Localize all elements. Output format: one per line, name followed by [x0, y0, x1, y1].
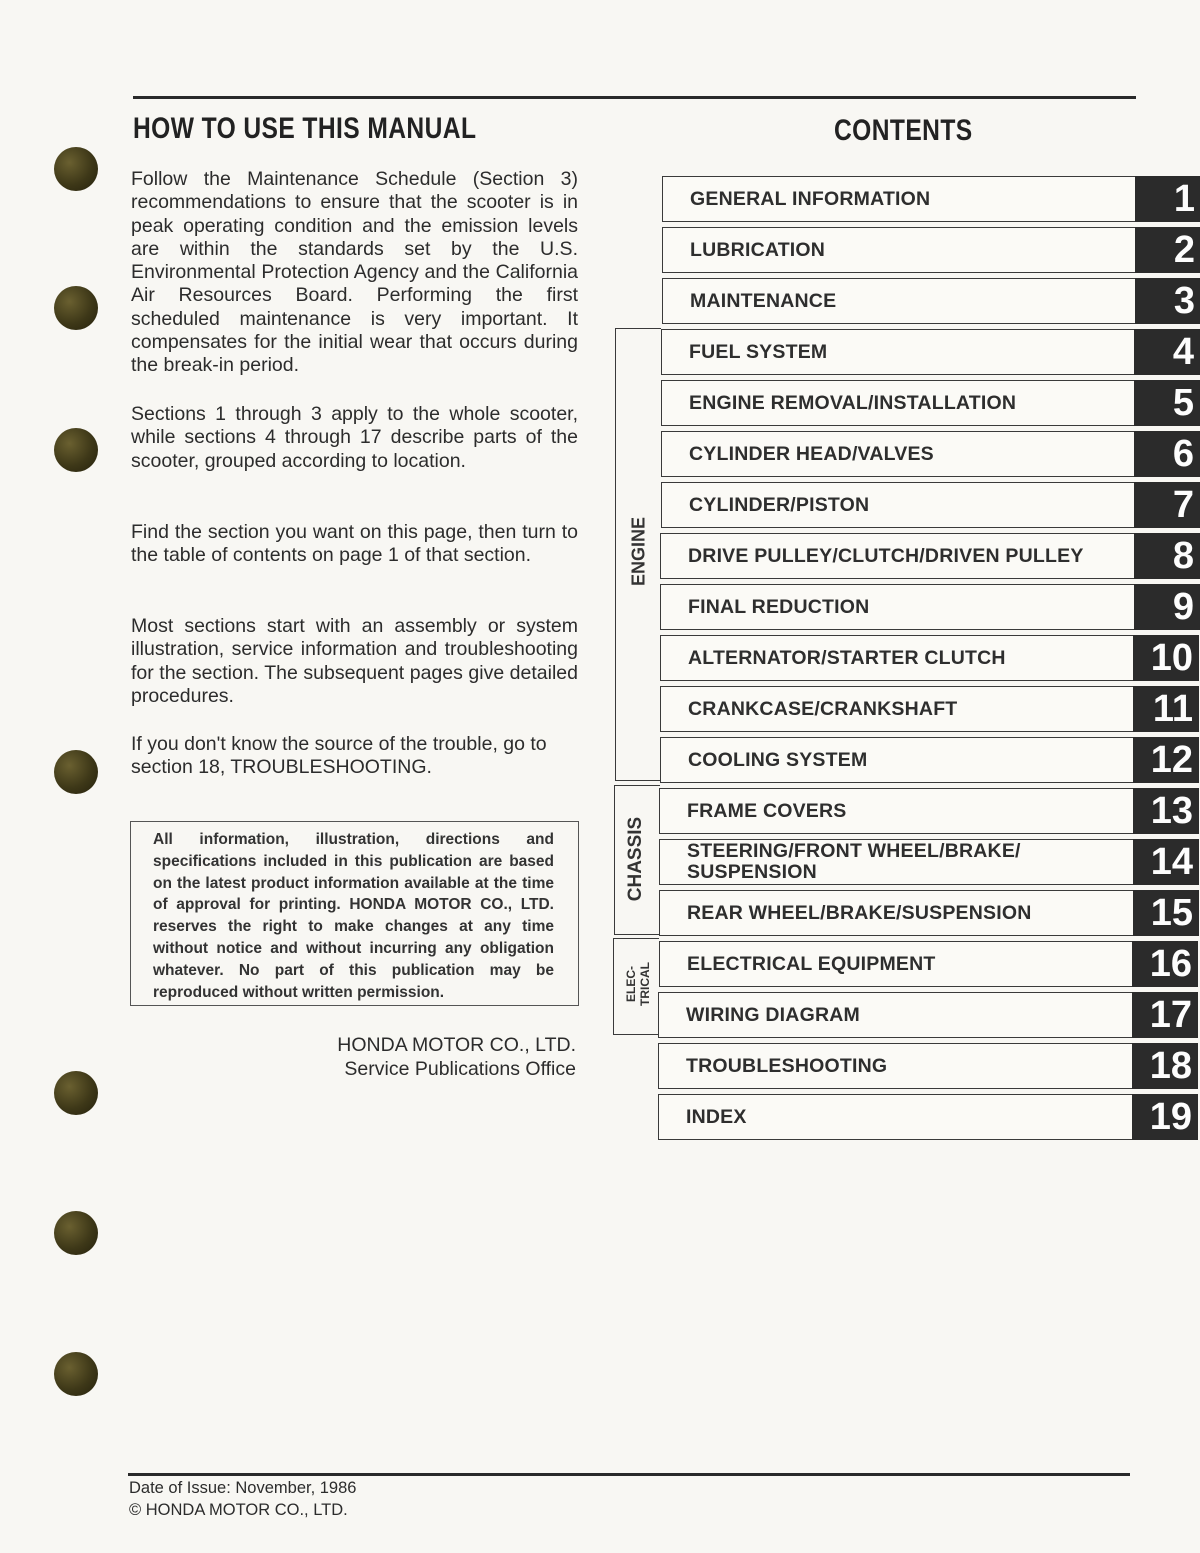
toc-row-section-16[interactable] [659, 941, 1132, 987]
section-number-tab[interactable]: 3 [1135, 278, 1200, 324]
paragraph-maintenance-schedule: Follow the Maintenance Schedule (Section 3) recommendations to ensure that the scooter is in peak operating condition and the emission levels are within the standards set by the U.S. Environmental Protection Agency and the California Air Resources Board. Performing the first scheduled maintenance is very important. It compensates for the initial wear that occurs during the break-in period. [131, 168, 578, 377]
toc-row-section-1[interactable] [662, 176, 1135, 222]
toc-row-title: MAINTENANCE [690, 289, 837, 312]
toc-row-title: FRAME COVERS [687, 799, 847, 822]
toc-row-title: DRIVE PULLEY/CLUTCH/DRIVEN PULLEY [688, 544, 1084, 567]
binder-hole [54, 750, 98, 794]
group-chassis-label: CHASSIS [625, 816, 646, 902]
group-electrical-bracket [613, 938, 659, 1035]
group-chassis-bracket [614, 785, 660, 935]
section-number-tab[interactable]: 11 [1133, 686, 1199, 732]
toc-row-title: GENERAL INFORMATION [690, 187, 931, 210]
toc-row-title: REAR WHEEL/BRAKE/SUSPENSION [687, 901, 1032, 924]
binder-hole [54, 428, 98, 472]
toc-row-title: ENGINE REMOVAL/INSTALLATION [689, 391, 1017, 414]
toc-row-section-12[interactable] [660, 737, 1133, 783]
legal-notice-box [130, 821, 579, 1006]
section-number-tab[interactable]: 17 [1132, 992, 1198, 1038]
how-to-use-heading: HOW TO USE THIS MANUAL [133, 112, 477, 145]
binder-hole [54, 1211, 98, 1255]
group-engine-label: ENGINE [628, 517, 649, 587]
section-number-tab[interactable]: 18 [1132, 1043, 1198, 1089]
toc-row-section-18[interactable] [658, 1043, 1132, 1089]
section-number-tab[interactable]: 1 [1135, 176, 1200, 222]
toc-row-section-13[interactable] [659, 788, 1133, 834]
toc-row-section-15[interactable] [659, 890, 1133, 936]
toc-row-section-5[interactable] [661, 380, 1134, 426]
toc-row-title: LUBRICATION [690, 238, 826, 261]
section-number-tab[interactable]: 9 [1134, 584, 1200, 630]
toc-row-title: TROUBLESHOOTING [686, 1054, 888, 1077]
toc-row-title: CRANKCASE/CRANKSHAFT [688, 697, 958, 720]
section-number-tab[interactable]: 15 [1133, 890, 1199, 936]
paragraph-section-structure: Most sections start with an assembly or system illustration, service information and troubleshooting for the section. The subsequent pages give detailed procedures. [131, 615, 578, 707]
section-number-tab[interactable]: 7 [1134, 482, 1200, 528]
paragraph-troubleshooting-hint: If you don't know the source of the trouble, go to section 18, TROUBLESHOOTING. [131, 733, 547, 779]
toc-row-section-10[interactable] [660, 635, 1133, 681]
group-engine-bracket [615, 328, 661, 781]
paragraph-find-section: Find the section you want on this page, then turn to the table of contents on page 1 of that section. [131, 521, 578, 567]
section-number-tab[interactable]: 14 [1133, 839, 1199, 885]
publisher-office: Service Publications Office [344, 1058, 576, 1080]
paragraph-sections-overview: Sections 1 through 3 apply to the whole scooter, while sections 4 through 17 describe parts of the scooter, grouped according to location. [131, 403, 578, 472]
contents-heading: CONTENTS [834, 114, 973, 147]
toc-row-title-line1: STEERING/FRONT WHEEL/BRAKE/ [687, 840, 1021, 862]
issue-date: Date of Issue: November, 1986 [129, 1479, 357, 1497]
group-electrical-label-1: ELEC- [624, 966, 638, 1002]
section-number-tab[interactable]: 8 [1134, 533, 1200, 579]
toc-row-title [687, 840, 1021, 884]
group-electrical-label-2: TRICAL [638, 962, 652, 1006]
publisher-block [250, 1033, 576, 1081]
section-number-tab[interactable]: 5 [1134, 380, 1200, 426]
toc-row-section-11[interactable] [660, 686, 1133, 732]
toc-row-title: FINAL REDUCTION [688, 595, 870, 618]
toc-row-title: CYLINDER HEAD/VALVES [689, 442, 934, 465]
toc-row-title: FUEL SYSTEM [689, 340, 828, 363]
binder-hole [54, 147, 98, 191]
toc-row-title: WIRING DIAGRAM [686, 1003, 860, 1026]
toc-row-section-4[interactable] [661, 329, 1134, 375]
section-number-tab[interactable]: 6 [1134, 431, 1200, 477]
binder-hole [54, 1352, 98, 1396]
toc-row-section-2[interactable] [662, 227, 1135, 273]
toc-row-section-6[interactable] [661, 431, 1134, 477]
toc-row-section-9[interactable] [660, 584, 1134, 630]
issue-block [129, 1478, 356, 1521]
section-number-tab[interactable]: 12 [1133, 737, 1199, 783]
section-number-tab[interactable]: 4 [1134, 329, 1200, 375]
toc-row-title-line2: SUSPENSION [687, 861, 817, 883]
binder-hole [54, 286, 98, 330]
toc-row-section-3[interactable] [662, 278, 1135, 324]
toc-row-title: COOLING SYSTEM [688, 748, 868, 771]
section-number-tab[interactable]: 10 [1133, 635, 1199, 681]
toc-row-title: ELECTRICAL EQUIPMENT [687, 952, 936, 975]
section-number-tab[interactable]: 16 [1132, 941, 1198, 987]
binder-hole [54, 1071, 98, 1115]
toc-row-section-14[interactable] [659, 839, 1133, 885]
toc-row-section-19[interactable] [658, 1094, 1132, 1140]
publisher-name: HONDA MOTOR CO., LTD. [337, 1034, 576, 1056]
top-rule [133, 96, 1136, 99]
section-number-tab[interactable]: 13 [1133, 788, 1199, 834]
toc-row-title: CYLINDER/PISTON [689, 493, 870, 516]
copyright: © HONDA MOTOR CO., LTD. [129, 1500, 348, 1519]
toc-row-title: ALTERNATOR/STARTER CLUTCH [688, 646, 1006, 669]
toc-row-title: INDEX [686, 1105, 747, 1128]
legal-notice-text: All information, illustration, directions and specifications included in this publication are based on the latest product information available at the time of approval for printing. HONDA MOTOR CO., LTD. reserves the right to make changes at any time without notice and without incurring any obligation whatever. No part of this publication may be reproduced without written permission. [153, 831, 554, 1001]
section-number-tab[interactable]: 19 [1132, 1094, 1198, 1140]
toc-row-section-8[interactable] [660, 533, 1134, 579]
section-number-tab[interactable]: 2 [1135, 227, 1200, 273]
toc-row-section-17[interactable] [658, 992, 1132, 1038]
toc-row-section-7[interactable] [661, 482, 1134, 528]
bottom-rule [128, 1473, 1130, 1476]
